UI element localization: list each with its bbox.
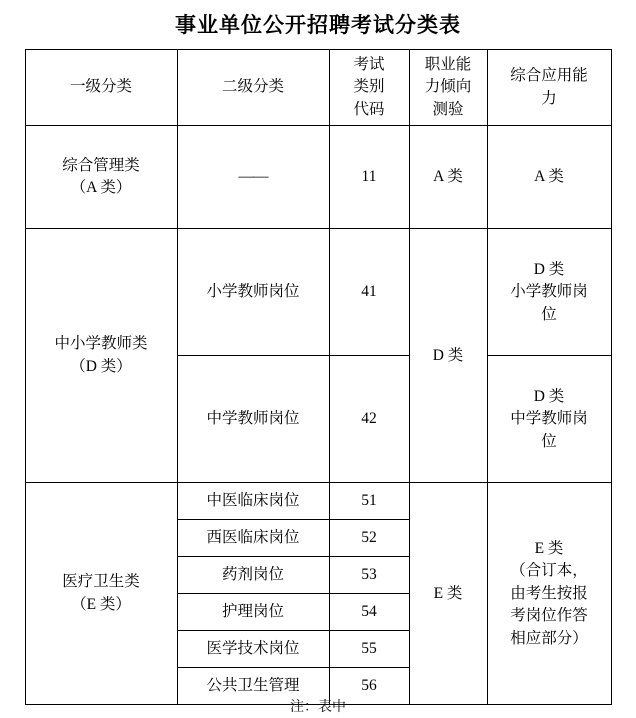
cell-comprehensive-d-middle-line2: 中学教师岗	[510, 410, 588, 428]
cell-comprehensive-a: A 类	[487, 126, 611, 229]
cell-comprehensive-e-line1: E 类	[534, 539, 564, 557]
header-aptitude-line3: 测验	[432, 100, 464, 118]
table-row	[25, 126, 611, 229]
cell-comprehensive-d-primary-line2: 小学教师岗	[510, 283, 588, 301]
cell-code-41: 41	[329, 229, 409, 356]
cell-aptitude-e: E 类	[409, 483, 487, 705]
cell-level2-pharmacy: 药剂岗位	[177, 557, 329, 594]
classification-table	[25, 49, 612, 705]
table-row	[25, 229, 611, 356]
header-exam-code-line1: 考试	[353, 56, 385, 73]
header-exam-code-line3: 代码	[353, 100, 385, 118]
cell-level1-general-management-line2: （A 类）	[70, 179, 132, 197]
cell-comprehensive-d-middle	[487, 356, 611, 483]
cell-comprehensive-d-primary	[487, 229, 611, 356]
cell-comprehensive-e-line2: （合订本，	[510, 562, 588, 580]
cell-level2-none: ——	[177, 126, 329, 229]
cell-comprehensive-d-middle-line3: 位	[541, 432, 557, 450]
cell-code-11: 11	[329, 126, 409, 229]
cell-level1-general-management-line1: 综合管理类	[62, 156, 140, 174]
header-exam-code	[329, 50, 409, 126]
cell-level1-medical-health	[25, 483, 177, 705]
table-header-row	[25, 50, 611, 126]
cell-comprehensive-e-line3: 由考生按报	[510, 584, 588, 602]
cell-level2-nursing: 护理岗位	[177, 594, 329, 631]
cell-level2-tcm-clinical: 中医临床岗位	[177, 483, 329, 520]
cell-level2-western-clinical: 西医临床岗位	[177, 520, 329, 557]
cell-level1-school-teacher-line1: 中小学教师类	[54, 335, 148, 353]
table-row	[25, 483, 611, 520]
header-comprehensive-line2: 力	[541, 89, 557, 107]
header-comprehensive-line1: 综合应用能	[510, 67, 588, 85]
header-level1: 一级分类	[25, 50, 177, 126]
header-aptitude-line1: 职业能	[424, 56, 472, 73]
cell-level2-public-health-management: 公共卫生管理	[177, 668, 329, 705]
cell-code-54: 54	[329, 594, 409, 631]
cell-level1-medical-health-line1: 医疗卫生类	[62, 573, 140, 591]
header-comprehensive	[487, 50, 611, 126]
cell-level1-school-teacher-line2: （D 类）	[70, 357, 132, 375]
cell-comprehensive-d-middle-line1: D 类	[533, 387, 565, 405]
cell-level2-medical-technology: 医学技术岗位	[177, 631, 329, 668]
cell-comprehensive-d-primary-line1: D 类	[533, 260, 565, 278]
cell-comprehensive-e-line5: 相应部分）	[510, 629, 588, 647]
cell-level1-medical-health-line2: （E 类）	[71, 595, 131, 613]
cell-level1-general-management	[25, 126, 177, 229]
cell-code-53: 53	[329, 557, 409, 594]
cell-aptitude-d: D 类	[409, 229, 487, 483]
cell-code-42: 42	[329, 356, 409, 483]
cell-code-56: 56	[329, 668, 409, 705]
page-title: 事业单位公开招聘考试分类表	[175, 14, 461, 37]
header-level2: 二级分类	[177, 50, 329, 126]
header-exam-code-line2: 类别	[353, 78, 385, 96]
header-aptitude	[409, 50, 487, 126]
cell-comprehensive-d-primary-line3: 位	[541, 305, 557, 323]
cell-aptitude-a: A 类	[409, 126, 487, 229]
cell-level2-primary-teacher: 小学教师岗位	[177, 229, 329, 356]
header-aptitude-line2: 力倾向	[424, 78, 472, 96]
cell-code-55: 55	[329, 631, 409, 668]
cell-code-52: 52	[329, 520, 409, 557]
cell-code-51: 51	[329, 483, 409, 520]
cell-comprehensive-e	[487, 483, 611, 705]
cell-level1-school-teacher	[25, 229, 177, 483]
footnote: 注：表中	[290, 700, 346, 715]
cell-comprehensive-e-line4: 考岗位作答	[510, 607, 588, 625]
cell-level2-middle-teacher: 中学教师岗位	[177, 356, 329, 483]
